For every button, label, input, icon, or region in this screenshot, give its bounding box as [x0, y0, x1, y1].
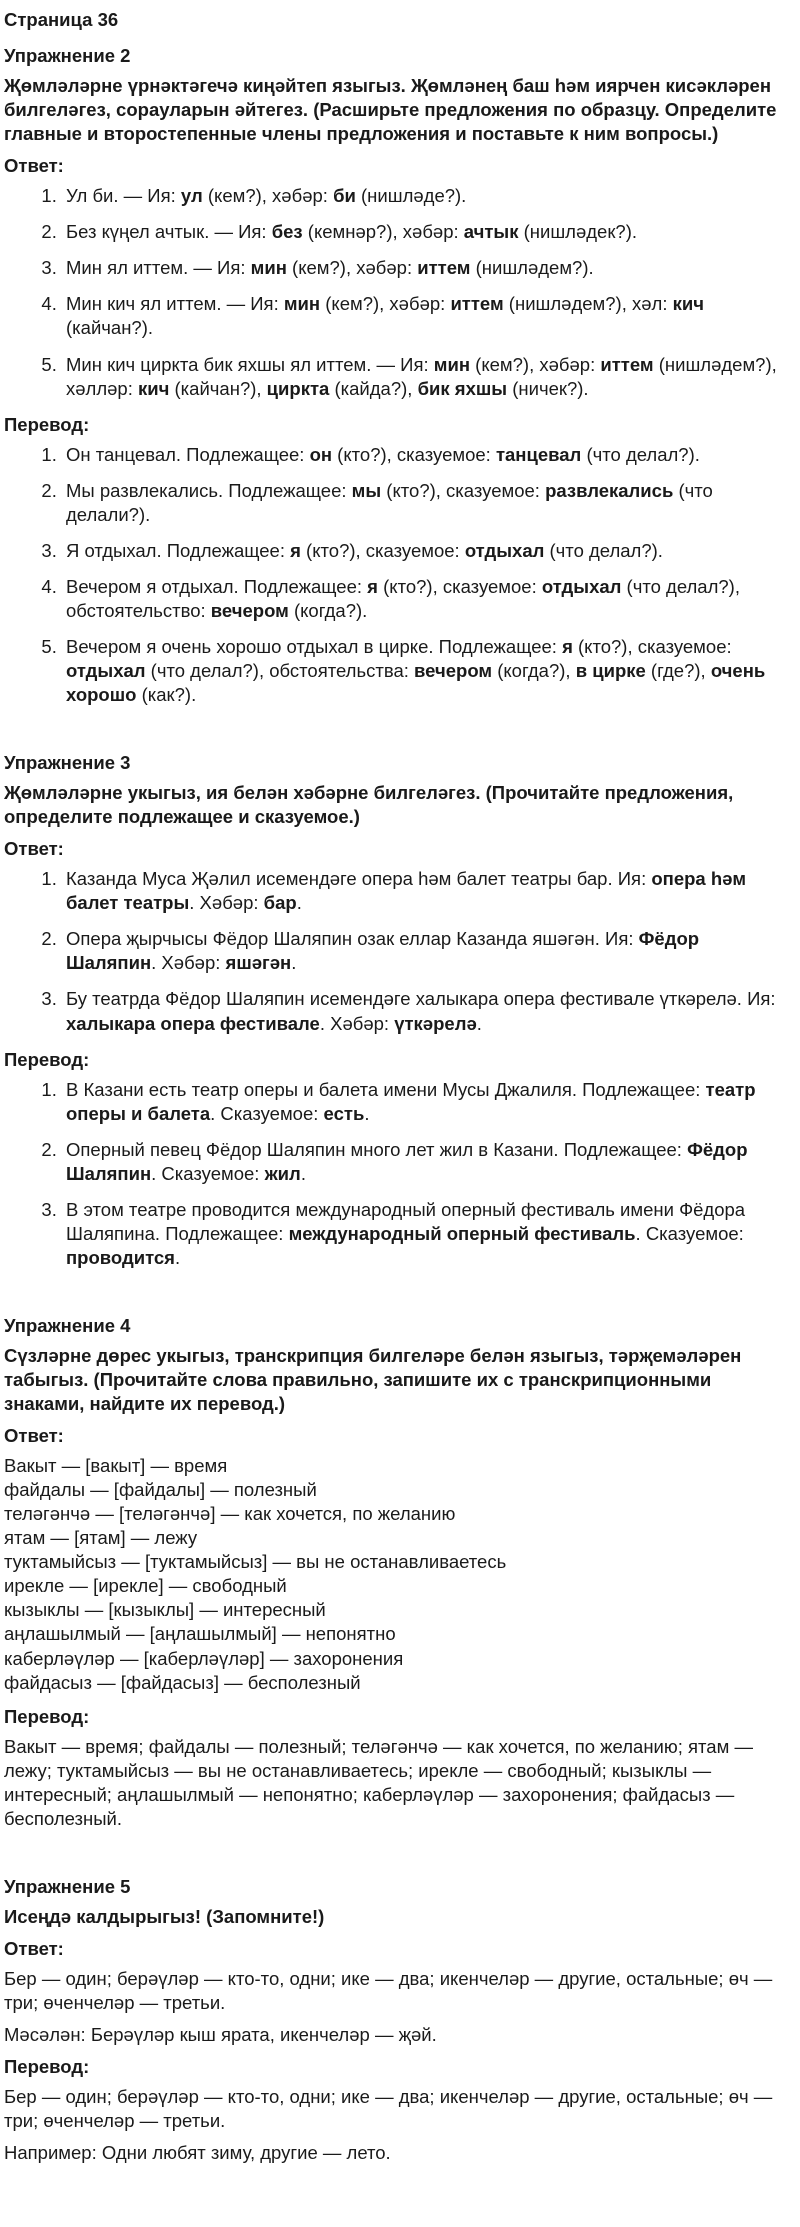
bold-term: вечером: [210, 599, 289, 621]
text-segment: Без күңел ачтык. — Ия:: [66, 221, 272, 243]
text-segment: (нишләдем?), хәл:: [503, 293, 673, 315]
word-line: файдасыз — [файдасыз] — бесполезный: [4, 1671, 361, 1693]
text-segment: (кто?), сказуемое:: [300, 539, 465, 561]
exercise-title: Упражнение 3: [4, 752, 131, 774]
text-segment: (нишләдем?).: [470, 257, 594, 279]
word-line: кызыклы — [кызыклы] — интересный: [4, 1599, 326, 1621]
list-item: [62, 220, 794, 244]
page-title: Страница 36: [4, 9, 119, 30]
word-line: туктамыйсыз — [туктамыйсыз] — вы не останавливаетесь: [4, 1551, 507, 1573]
bold-term: яшәгән: [225, 952, 292, 974]
text-segment: Он танцевал. Подлежащее:: [66, 443, 310, 465]
bold-term: би: [333, 185, 356, 207]
exercise-task: Җөмләләрне укыгыз, ия белән хәбәрне билгеләгез. (Прочитайте предложения, определите подлежащее и сказуемое.): [4, 782, 734, 828]
text-segment: (нишләде?).: [355, 185, 467, 207]
exercise-2: [4, 44, 794, 707]
exercise-task: Сүзләрне дөрес укыгыз, транскрипция билгеләре белән языгыз, тәрҗемәләрен табыгыз. (Прочитайте слова правильно, запишите их с транскрипционными знаками, найдите их перевод.): [4, 1344, 742, 1415]
exercise-title: Упражнение 5: [4, 1875, 131, 1897]
list-item: [62, 1198, 794, 1270]
text-segment: (когда?),: [492, 659, 576, 681]
translation-example: Например: Одни любят зиму, другие — лето.: [4, 2142, 391, 2164]
answer-label: Ответ:: [4, 838, 64, 860]
text-segment: (что делал?).: [581, 443, 700, 465]
text-segment: (кем?), хәбәр:: [202, 185, 334, 207]
bold-term: я: [290, 539, 301, 561]
text-segment: Опера җырчысы Фёдор Шаляпин озак еллар Казанда яшәгән. Ия:: [66, 928, 639, 950]
bold-term: я: [562, 635, 573, 657]
word-list: [4, 1454, 794, 1694]
text-segment: (кто?), сказуемое:: [377, 575, 542, 597]
text-segment: (кайчан?),: [169, 377, 267, 399]
text-segment: (где?),: [645, 659, 711, 681]
text-segment: Вечером я очень хорошо отдыхал в цирке. Подлежащее:: [66, 635, 563, 657]
answer-example: Мәсәлән: Берәүләр кыш ярата, икенчеләр — җәй.: [4, 2024, 437, 2046]
text-segment: Мин ял иттем. — Ия:: [66, 257, 251, 279]
bold-term: отдыхал: [66, 659, 146, 681]
text-segment: .: [296, 892, 302, 914]
bold-term: вечером: [414, 659, 493, 681]
text-segment: Оперный певец Фёдор Шаляпин много лет жил в Казани. Подлежащее:: [66, 1138, 688, 1160]
bold-term: жил: [264, 1162, 301, 1184]
text-segment: .: [174, 1246, 181, 1268]
bold-term: в цирке: [575, 659, 646, 681]
text-segment: (кемнәр?), хәбәр:: [302, 221, 464, 243]
bold-term: отдыхал: [541, 575, 622, 597]
bold-term: циркта: [266, 377, 330, 399]
text-segment: . Хәбәр:: [189, 892, 264, 914]
text-segment: В этом театре проводится международный оперный фестиваль имени Фёдора Шаляпина. Подлежащее:: [66, 1198, 746, 1244]
bold-term: иттем: [450, 293, 504, 315]
list-item: [62, 353, 794, 401]
text-segment: (кто?), сказуемое:: [572, 635, 732, 657]
bold-term: он: [309, 443, 333, 465]
bold-term: бик яхшы: [417, 377, 508, 399]
exercise-task: Җөмләләрне үрнәктәгечә киңәйтеп языгыз. Җөмләнең баш һәм иярчен кисәкләрен билгеләгез, сорауларын әйтегез. (Расширьте предложения по образцу. Определите главные и второстепенные члены предложения и поставьте к ним вопросы.): [4, 75, 777, 145]
bold-term: развлекались: [545, 479, 674, 501]
word-line: файдалы — [файдалы] — полезный: [4, 1479, 317, 1501]
text-segment: . Хәбәр:: [151, 952, 226, 974]
list-item: [62, 1078, 794, 1126]
bold-term: иттем: [600, 353, 654, 375]
text-segment: . Сказуемое:: [635, 1222, 744, 1244]
exercise-3: [4, 751, 794, 1270]
text-segment: .: [291, 952, 297, 974]
text-segment: (кем?), хәбәр:: [470, 353, 601, 375]
list-item: [62, 987, 794, 1035]
word-line: Вакыт — [вакыт] — время: [4, 1455, 228, 1477]
bold-term: мы: [351, 479, 382, 501]
text-segment: (что делали?).: [66, 479, 713, 525]
list-item: [62, 256, 794, 280]
translation-text: Вакыт — время; файдалы — полезный; теләгәнчә — как хочется, по желанию; ятам — лежу; туктамыйсыз — вы не останавливаетесь; ирекле — свободный; кызыклы — интересный; аңлашылмый — непонятно; каберләүләр — захоронения; файдасыз — бесполезный.: [4, 1735, 753, 1829]
list-item: [62, 575, 794, 623]
bold-term: есть: [323, 1102, 365, 1124]
list-item: [62, 1138, 794, 1186]
text-segment: (что делал?), обстоятельство:: [66, 575, 740, 621]
text-segment: Бу театрда Фёдор Шаляпин исемендәге халыкара опера фестивале үткәрелә. Ия:: [66, 988, 776, 1010]
bold-term: проводится: [66, 1246, 175, 1268]
translation-label: Перевод:: [4, 413, 90, 435]
text-segment: Мин кич циркта бик яхшы ял иттем. — Ия:: [66, 353, 434, 375]
translation-text: Бер — один; берәүләр — кто-то, одни; ике — два; икенчеләр — другие, остальные; өч — три; өченчеләр — третьи.: [4, 2086, 773, 2132]
answer-label: Ответ:: [4, 1425, 64, 1447]
text-segment: (нишләдек?).: [518, 221, 638, 243]
bold-term: үткәрелә: [394, 1012, 477, 1034]
list-item: [62, 184, 794, 208]
bold-term: очень хорошо: [66, 659, 766, 706]
bold-term: театр оперы и балета: [66, 1078, 756, 1124]
bold-term: Фёдор Шаляпин: [66, 928, 700, 974]
text-segment: .: [476, 1012, 482, 1034]
word-line: каберләүләр — [каберләүләр] — захоронения: [4, 1647, 404, 1669]
text-segment: . Хәбәр:: [319, 1012, 395, 1034]
bold-term: кич: [138, 377, 170, 399]
text-segment: (нишләдем?), хәлләр:: [66, 353, 777, 399]
text-segment: Я отдыхал. Подлежащее:: [66, 539, 291, 561]
text-segment: (что делал?), обстоятельства:: [145, 659, 415, 681]
text-segment: Ул би. — Ия:: [66, 185, 181, 207]
list-item: [62, 443, 794, 467]
exercise-task: Исеңдә калдырыгыз! (Запомните!): [4, 1905, 325, 1927]
bold-term: кич: [672, 293, 704, 315]
translation-list: [4, 1078, 794, 1270]
text-segment: . Сказуемое:: [210, 1102, 324, 1124]
text-segment: (кто?), сказуемое:: [332, 443, 496, 465]
word-line: теләгәнчә — [теләгәнчә] — как хочется, по желанию: [4, 1503, 456, 1525]
bold-term: мин: [433, 353, 471, 375]
exercise-title: Упражнение 4: [4, 1314, 131, 1336]
exercise-title: Упражнение 2: [4, 45, 131, 67]
bold-term: опера һәм балет театры: [66, 868, 747, 914]
bold-term: международный оперный фестиваль: [288, 1222, 636, 1244]
bold-term: мин: [250, 257, 287, 279]
bold-term: халыкара опера фестивале: [66, 1012, 320, 1034]
word-line: ирекле — [ирекле] — свободный: [4, 1575, 287, 1597]
list-item: [62, 292, 794, 340]
text-segment: (что делал?).: [544, 539, 663, 561]
word-line: аңлашылмый — [аңлашылмый] — непонятно: [4, 1623, 396, 1645]
bold-term: я: [367, 575, 378, 597]
word-line: ятам — [ятам] — лежу: [4, 1527, 198, 1549]
bold-term: иттем: [417, 257, 471, 279]
bold-term: без: [271, 221, 303, 243]
bold-term: танцевал: [495, 443, 582, 465]
text-segment: В Казани есть театр оперы и балета имени Мусы Джалиля. Подлежащее:: [66, 1078, 706, 1100]
text-segment: (ничек?).: [507, 377, 589, 399]
list-item: [62, 539, 794, 563]
text-segment: Вечером я отдыхал. Подлежащее:: [66, 575, 368, 597]
text-segment: (кем?), хәбәр:: [320, 293, 451, 315]
list-item: [62, 635, 794, 707]
answer-label: Ответ:: [4, 155, 64, 177]
translation-label: Перевод:: [4, 1705, 90, 1727]
list-item: [62, 927, 794, 975]
text-segment: (кайда?),: [329, 377, 418, 399]
answer-text: Бер — один; берәүләр — кто-то, одни; ике — два; икенчеләр — другие, остальные; өч — три; өченчеләр — третьи.: [4, 1968, 773, 2014]
text-segment: . Сказуемое:: [151, 1162, 265, 1184]
bold-term: бар: [263, 892, 297, 914]
translation-label: Перевод:: [4, 1048, 90, 1070]
exercise-4: [4, 1314, 794, 1831]
text-segment: .: [364, 1102, 370, 1124]
list-item: [62, 479, 794, 527]
text-segment: Мин кич ял иттем. — Ия:: [66, 293, 284, 315]
answer-label: Ответ:: [4, 1937, 64, 1959]
translation-label: Перевод:: [4, 2056, 90, 2078]
bold-term: ул: [180, 185, 203, 207]
text-segment: Мы развлекались. Подлежащее:: [66, 479, 352, 501]
bold-term: ачтык: [463, 221, 519, 243]
exercise-5: [4, 1875, 794, 2165]
text-segment: (когда?).: [288, 599, 368, 621]
text-segment: (кайчан?).: [66, 317, 154, 339]
text-segment: .: [300, 1162, 306, 1184]
text-segment: (кем?), хәбәр:: [286, 257, 418, 279]
text-segment: (кто?), сказуемое:: [381, 479, 546, 501]
text-segment: (как?).: [136, 684, 197, 706]
text-segment: Казанда Муса Җәлил исемендәге опера һәм балет театры бар. Ия:: [66, 868, 652, 890]
translation-list: [4, 443, 794, 707]
list-item: [62, 867, 794, 915]
bold-term: мин: [283, 293, 321, 315]
answer-list: [4, 184, 794, 400]
bold-term: Фёдор Шаляпин: [66, 1138, 748, 1184]
bold-term: отдыхал: [464, 539, 545, 561]
answer-list: [4, 867, 794, 1035]
